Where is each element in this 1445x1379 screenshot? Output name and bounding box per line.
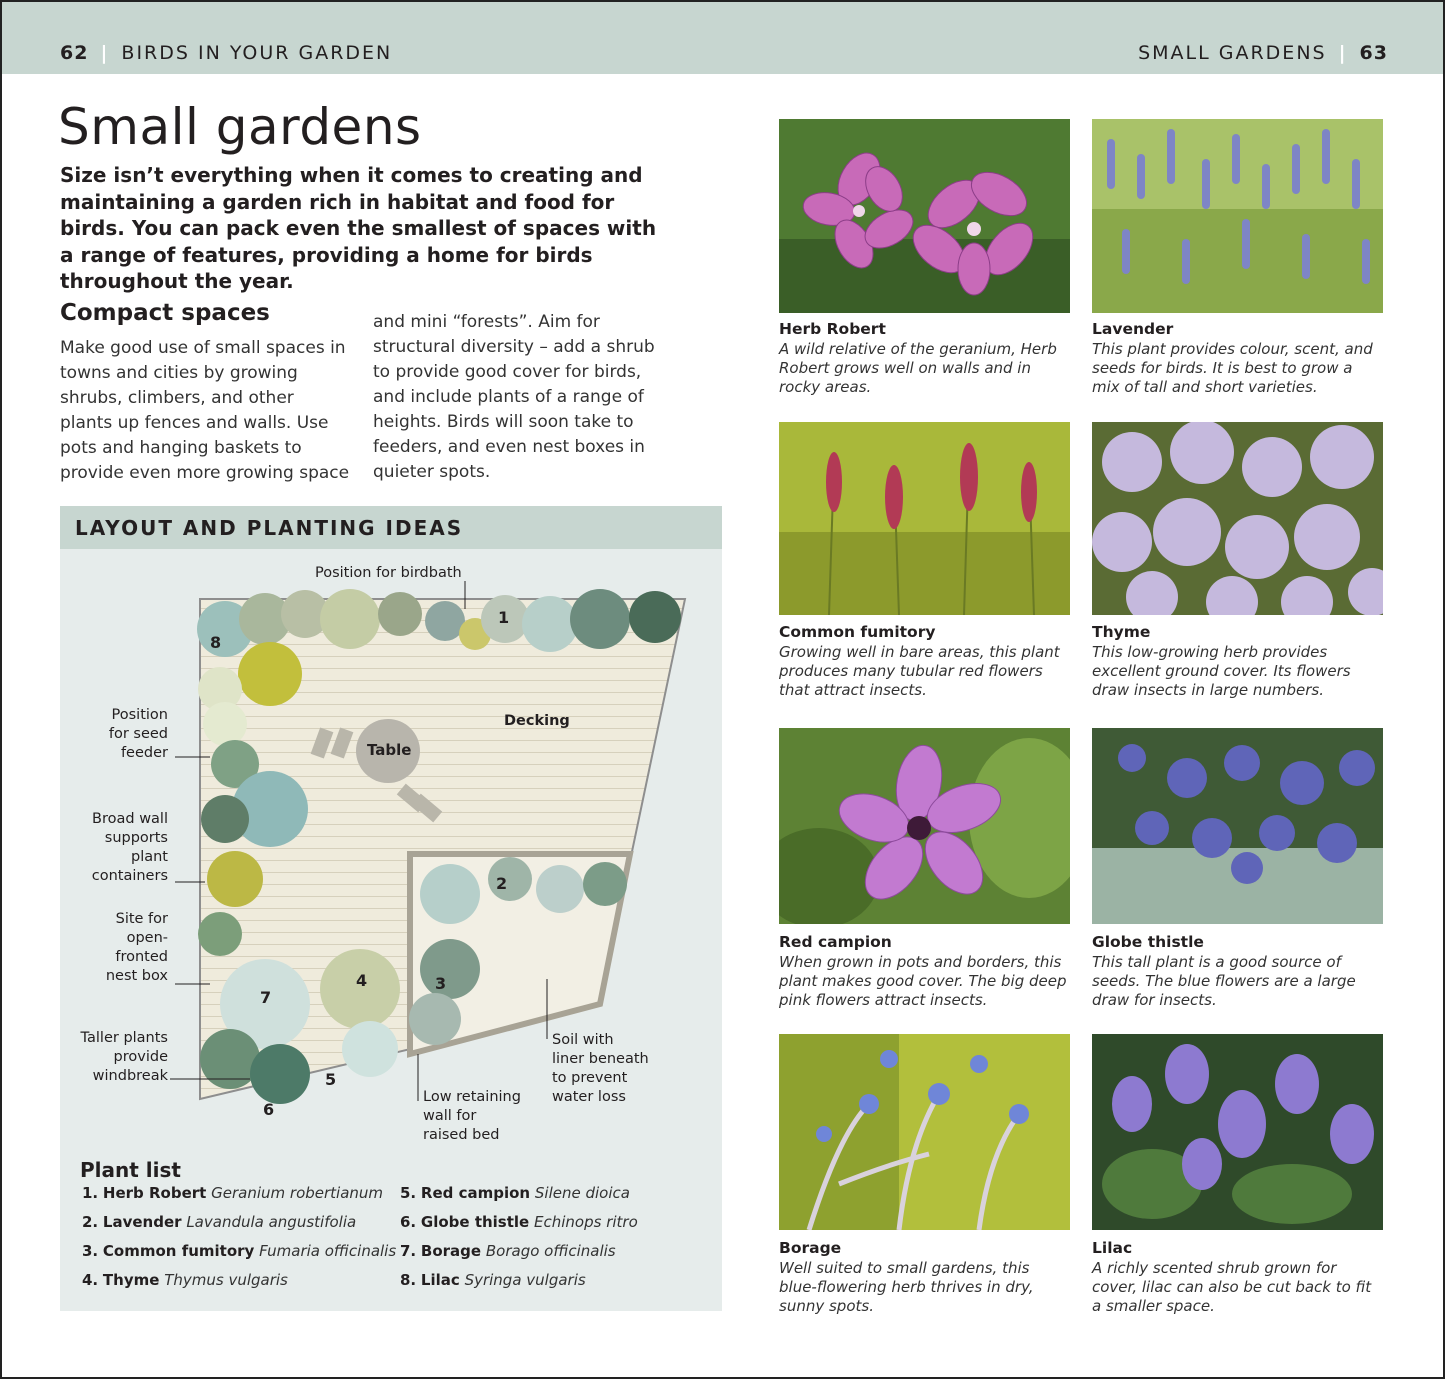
red-campion-photo (779, 728, 1070, 924)
label-wall: Broad wall supports plant containers (91, 811, 168, 884)
label-nest-box: Site for open- fronted nest box (105, 911, 168, 984)
photo-title: Lilac (1092, 1239, 1133, 1257)
plant-list-title: Plant list (80, 1158, 181, 1182)
plan-number-1: 1 (498, 608, 510, 627)
compact-text-column-2: and mini “forests”. Aim for structural diversity – add a shrub to provide good cover for birds, and include plants of a range of heights. Birds will soon take to feeders, and even nest boxes in quieter spots. (373, 312, 655, 482)
photo-caption: When grown in pots and borders, this plant makes good cover. The big deep pink flowers attract insects. (779, 953, 1067, 1009)
plan-number-7: 7 (260, 988, 272, 1007)
photo-title: Borage (779, 1239, 842, 1257)
label-retaining-wall: Low retaining wall for raised bed (423, 1089, 521, 1143)
plan-number-8: 8 (210, 633, 222, 652)
page-title: Small gardens (58, 98, 422, 156)
plan-number-2: 2 (496, 874, 508, 893)
photo-title: Lavender (1092, 320, 1174, 338)
right-running-head: SMALL GARDENS | 63 (1138, 42, 1388, 64)
photo-title: Herb Robert (779, 320, 886, 338)
photo-caption: This low-growing herb provides excellent ground cover. Its flowers draw insects in large numbers. (1092, 643, 1351, 699)
common-fumitory-photo (779, 422, 1070, 615)
intro-paragraph: Size isn’t everything when it comes to creating and maintaining a garden rich in habitat and food for birds. You can pack even the smallest of spaces with a range of features, providing a home for birds throughout the year. (60, 163, 657, 293)
plan-number-4: 4 (356, 971, 368, 990)
photo-title: Thyme (1092, 623, 1151, 641)
plant-list-item: 4. Thyme Thymus vulgaris (82, 1271, 288, 1289)
photo-caption: This tall plant is a good source of seeds. The blue flowers are a large draw for insects. (1092, 953, 1356, 1009)
photo-title: Globe thistle (1092, 933, 1204, 951)
plant-list-column-1 (82, 1179, 396, 1295)
compact-text-column-1: Make good use of small spaces in towns and cities by growing shrubs, climbers, and other plants up fences and walls. Use pots and hanging baskets to provide even more growing space (60, 338, 350, 483)
plant-list-item: 6. Globe thistle Echinops ritro (400, 1213, 638, 1231)
plant-list-item: 5. Red campion Silene dioica (400, 1184, 630, 1202)
label-birdbath: Position for birdbath (315, 565, 462, 581)
plant-list-column-2 (400, 1179, 638, 1295)
label-soil: Soil with liner beneath to prevent water loss (552, 1032, 649, 1105)
right-section-title: SMALL GARDENS (1138, 42, 1327, 64)
photo-caption: Growing well in bare areas, this plant produces many tubular red flowers that attract insects. (779, 643, 1060, 699)
plant-list-item: 1. Herb Robert Geranium robertianum (82, 1184, 384, 1202)
compact-spaces-heading: Compact spaces (60, 300, 270, 326)
borage-photo (779, 1034, 1070, 1230)
layout-panel-header (60, 506, 722, 549)
plan-number-3: 3 (435, 974, 447, 993)
plan-number-6: 6 (263, 1100, 275, 1119)
thyme-photo (1092, 422, 1383, 615)
plan-number-5: 5 (325, 1070, 337, 1089)
label-table: Table (367, 741, 412, 759)
globe-thistle-photo (1092, 728, 1383, 924)
photo-caption: This plant provides colour, scent, and seeds for birds. It is best to grow a mix of tall and short varieties. (1092, 340, 1373, 396)
right-page-number: 63 (1359, 42, 1388, 64)
left-running-head: 62 | BIRDS IN YOUR GARDEN (60, 42, 393, 64)
photo-title: Red campion (779, 933, 892, 951)
label-windbreak: Taller plants provide windbreak (80, 1030, 168, 1084)
left-page-number: 62 (60, 42, 89, 64)
plant-list-item: 2. Lavender Lavandula angustifolia (82, 1213, 357, 1231)
photo-title: Common fumitory (779, 623, 936, 641)
herb-robert-photo (779, 119, 1070, 313)
lilac-photo (1092, 1034, 1383, 1230)
layout-panel-title: LAYOUT AND PLANTING IDEAS (75, 516, 464, 540)
plant-list-item: 3. Common fumitory Fumaria officinalis (82, 1242, 397, 1260)
plant-list-item: 7. Borage Borago officinalis (400, 1242, 616, 1260)
layout-panel (60, 506, 722, 1311)
left-section-title: BIRDS IN YOUR GARDEN (121, 42, 393, 64)
lavender-photo (1092, 119, 1383, 313)
plant-list-item: 8. Lilac Syringa vulgaris (400, 1271, 586, 1289)
photo-caption: A richly scented shrub grown for cover, lilac can also be cut back to fit a smaller space. (1092, 1259, 1372, 1315)
photo-caption: A wild relative of the geranium, Herb Robert grows well on walls and in rocky areas. (779, 340, 1057, 396)
label-seed-feeder: Position for seed feeder (108, 707, 168, 761)
label-decking: Decking (504, 713, 570, 729)
photo-caption: Well suited to small gardens, this blue-flowering herb thrives in dry, sunny spots. (779, 1259, 1034, 1315)
